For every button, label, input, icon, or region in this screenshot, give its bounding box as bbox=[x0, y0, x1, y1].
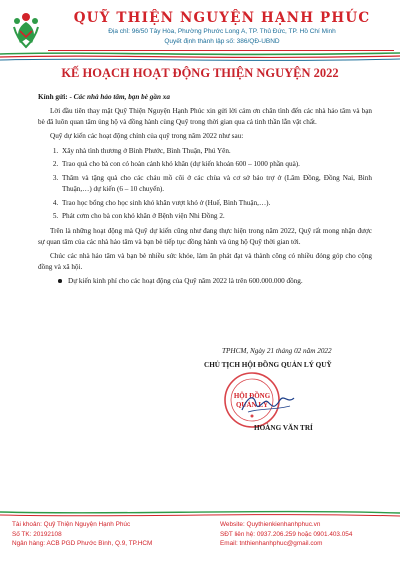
signature-role: CHỦ TỊCH HỘI ĐỒNG QUẢN LÝ QUỸ bbox=[204, 361, 332, 369]
org-address: Địa chỉ: 96/50 Tây Hòa, Phường Phước Long A, TP. Thủ Đức, TP. Hồ Chí Minh bbox=[108, 28, 336, 35]
activity-item: 5. Phát cơm cho bà con khó khăn ở Bệnh viện Nhi Đồng 2. bbox=[60, 211, 372, 222]
estimate-text: Dự kiến kinh phí cho các hoạt động của Quỹ năm 2022 là trên 600.000.000 đồng. bbox=[68, 277, 303, 286]
letterhead bbox=[0, 6, 400, 54]
header-wave-decoration bbox=[0, 50, 400, 64]
greeting-recipients: - Các nhà hảo tâm, bạn bè gần xa bbox=[67, 93, 170, 101]
activity-item: 2. Trao quà cho bà con có hoàn cảnh khó khăn (dự kiến khoản 600 – 1000 phần quà). bbox=[60, 159, 372, 170]
org-decision: Quyết định thành lập số: 386/QĐ-UBND bbox=[164, 38, 280, 45]
stamp-text-top: HỘI ĐỒNG bbox=[233, 392, 271, 400]
greeting-lead: Kính gửi: bbox=[38, 93, 68, 101]
intro-paragraph: Lời đầu tiên thay mặt Quỹ Thiện Nguyện Hạnh Phúc xin gửi lời cám ơn chân tình đến các nhà hảo tâm và bạn bè đã luôn quan tâm ủng hộ và đồng hành cùng Quỹ trong thời gian qua cả tinh thần lẫn vật chất. bbox=[38, 107, 372, 127]
stamp-text-bottom: QUẢN LÝ bbox=[235, 401, 269, 409]
handwritten-signature-icon bbox=[235, 390, 298, 418]
activity-item: 1. Xây nhà tình thương ở Bình Phước, Bình Thuận, Phú Yên. bbox=[60, 146, 372, 157]
greeting bbox=[38, 92, 372, 103]
footer-email: Email: tnthienhanhphuc@gmail.com bbox=[220, 540, 323, 548]
footer-bank: Ngân hàng: ACB PGD Phước Bình, Q.9, TP.HCM bbox=[12, 540, 153, 548]
org-name: QUỸ THIỆN NGUYỆN HẠNH PHÚC bbox=[73, 10, 371, 26]
bullet-dot-icon bbox=[58, 279, 62, 283]
footer-contact bbox=[0, 518, 400, 552]
signature-date: TPHCM, Ngày 21 tháng 02 năm 2022 bbox=[222, 347, 332, 355]
footer-website: Website: Quythienkienhanhphuc.vn bbox=[220, 521, 321, 528]
org-logo-icon bbox=[6, 9, 46, 51]
footer-contact-info bbox=[220, 520, 352, 549]
closing-paragraph-2: Chúc các nhà hảo tâm và bạn bè nhiều sức khỏe, làm ăn phát đạt và thành công có nhiều đóng góp cho cộng đồng và xã hội. bbox=[38, 251, 372, 272]
footer-phone: SĐT liên hệ: 0937.206.259 hoặc 0901.403.054 bbox=[220, 530, 353, 538]
document-title: KẾ HOẠCH HOẠT ĐỘNG THIỆN NGUYỆN 2022 bbox=[61, 66, 339, 80]
footer-account-name: Tài khoản: Quỹ Thiện Nguyện Hạnh Phúc bbox=[12, 521, 131, 528]
plan-intro-paragraph: Quỹ dự kiến các hoạt động chính của quỹ trong năm 2022 như sau: bbox=[50, 132, 244, 141]
activity-item: 4. Trao học bổng cho học sinh khó khăn vượt khó ở (Huế, Bình Thuận,…). bbox=[60, 198, 372, 209]
activities-list bbox=[38, 146, 372, 223]
estimate-item bbox=[68, 276, 372, 287]
footer-account-number: Số TK: 20192108 bbox=[12, 530, 62, 538]
signatory-name: HOÀNG VĂN TRÍ bbox=[254, 424, 313, 432]
footer-bank-info bbox=[12, 520, 152, 549]
estimate-list bbox=[38, 276, 372, 287]
activity-item: 3. Thăm và tặng quà cho các cháu mồ côi ở các chùa và cơ sở bảo trợ ở (Lâm Đồng, Đồng Nai, Bình Thuận,…) dự kiến (6 – 10 chuyến). bbox=[60, 173, 372, 195]
letter-body bbox=[38, 92, 372, 287]
closing-paragraph-1: Trên là những hoạt động mà Quỹ dự kiến cũng như đang thực hiện trong năm 2022, Quỹ rất mong nhận được sự quan tâm của các nhà hảo tâm và bạn bè tiếp tục đồng hành và ủng hộ Quỹ thời gian tới. bbox=[38, 226, 372, 246]
